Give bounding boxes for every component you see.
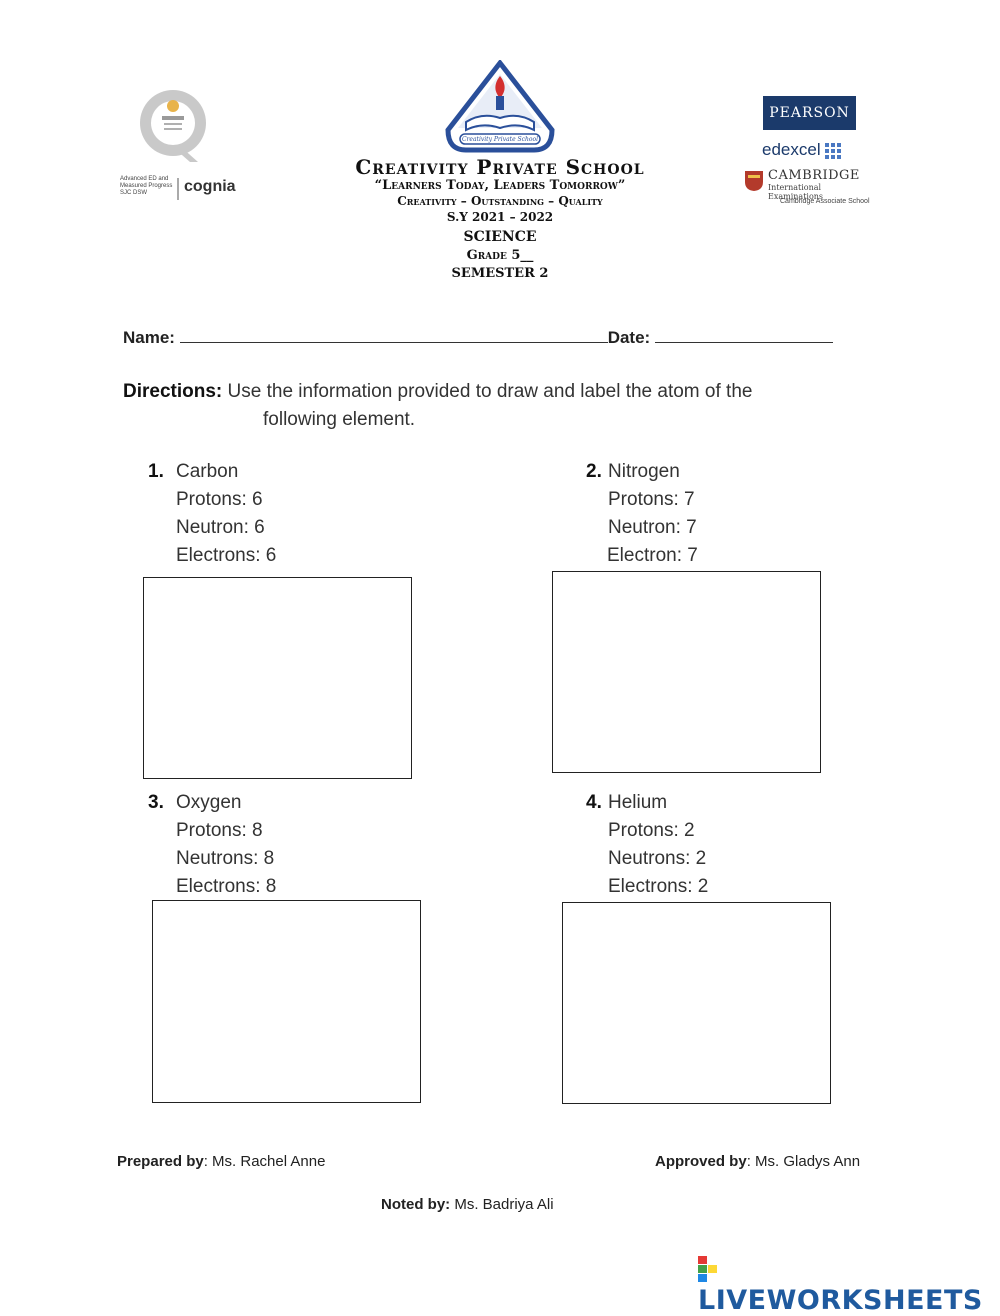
- name-date-row: [123, 328, 833, 348]
- element-electrons: Electrons: 2: [608, 876, 709, 897]
- element-neutrons: Neutron: 7: [608, 517, 697, 538]
- element-neutrons: Neutrons: 2: [608, 848, 707, 869]
- cognia-logo-text: cognia: [184, 178, 236, 195]
- element-item-oxygen: [148, 789, 276, 901]
- date-field[interactable]: [655, 328, 833, 343]
- directions: [123, 378, 863, 434]
- liveworksheets-text: LIVEWORKSHEETS: [698, 1285, 983, 1316]
- item-number: 2.: [586, 461, 602, 482]
- prepared-by-label: Prepared by: [117, 1153, 204, 1170]
- cambridge-sub-text: International Examinations: [768, 183, 824, 201]
- element-electrons: Electrons: 6: [176, 545, 277, 566]
- name-label: Name:: [123, 328, 175, 347]
- cambridge-school-text: Cambridge Associate School: [780, 198, 870, 205]
- prepared-by-name: : Ms. Rachel Anne: [203, 1153, 326, 1170]
- directions-line2: following element.: [263, 409, 416, 430]
- pearson-logo: PEARSON: [763, 96, 856, 130]
- crest-banner-text: Creativity Private School: [461, 136, 539, 143]
- drawing-box-nitrogen[interactable]: [552, 571, 821, 773]
- noted-by-label: Noted by:: [381, 1196, 451, 1213]
- directions-line1: Use the information provided to draw and label the atom of the: [227, 381, 753, 402]
- prepared-by: [117, 1153, 325, 1170]
- element-electrons: Electrons: 8: [176, 876, 277, 897]
- noted-by-name: Ms. Badriya Ali: [450, 1196, 554, 1213]
- element-protons: Protons: 7: [608, 489, 695, 510]
- approved-by-name: : Ms. Gladys Ann: [746, 1153, 861, 1170]
- item-number: 3.: [148, 792, 164, 813]
- element-item-carbon: [148, 458, 276, 570]
- edexcel-text: edexcel: [762, 140, 821, 159]
- element-item-nitrogen: [586, 458, 698, 570]
- element-name: Nitrogen: [608, 461, 680, 482]
- school-year: S.Y 2021 – 2022: [446, 210, 554, 224]
- element-name: Oxygen: [176, 792, 242, 813]
- element-protons: Protons: 6: [176, 489, 263, 510]
- approved-by-label: Approved by: [655, 1153, 747, 1170]
- subject-title: SCIENCE: [463, 229, 537, 245]
- item-number: 1.: [148, 461, 164, 482]
- element-protons: Protons: 2: [608, 820, 695, 841]
- date-label: Date:: [607, 328, 651, 347]
- accreditation-text: Advanced ED and Measured Progress SJC DSW: [120, 176, 173, 196]
- element-name: Helium: [608, 792, 668, 813]
- liveworksheets-blocks-icon: [698, 1256, 718, 1282]
- drawing-box-carbon[interactable]: [143, 577, 412, 779]
- item-number: 4.: [586, 792, 602, 813]
- drawing-box-oxygen[interactable]: [152, 900, 421, 1103]
- element-item-helium: [586, 789, 708, 901]
- element-name: Carbon: [176, 461, 239, 482]
- element-protons: Protons: 8: [176, 820, 263, 841]
- approved-by: [655, 1153, 860, 1170]
- school-crest-logo: [444, 60, 556, 155]
- element-electrons: Electron: 7: [607, 545, 698, 566]
- school-values: Creativity – Outstanding – Quality: [397, 194, 603, 208]
- element-neutrons: Neutrons: 8: [176, 848, 275, 869]
- noted-by: [381, 1196, 554, 1213]
- school-name: Creativity Private School: [355, 155, 645, 179]
- school-motto: “Learners Today, Leaders Tomorrow”: [374, 178, 626, 193]
- grade-title: Grade 5__: [466, 248, 534, 263]
- liveworksheets-watermark[interactable]: [698, 1254, 1000, 1316]
- element-neutrons: Neutron: 6: [176, 517, 265, 538]
- directions-label: Directions:: [123, 381, 223, 402]
- semester-title: SEMESTER 2: [451, 266, 549, 281]
- name-field[interactable]: [180, 328, 608, 343]
- drawing-box-helium[interactable]: [562, 902, 831, 1104]
- cambridge-text: CAMBRIDGE: [768, 168, 860, 183]
